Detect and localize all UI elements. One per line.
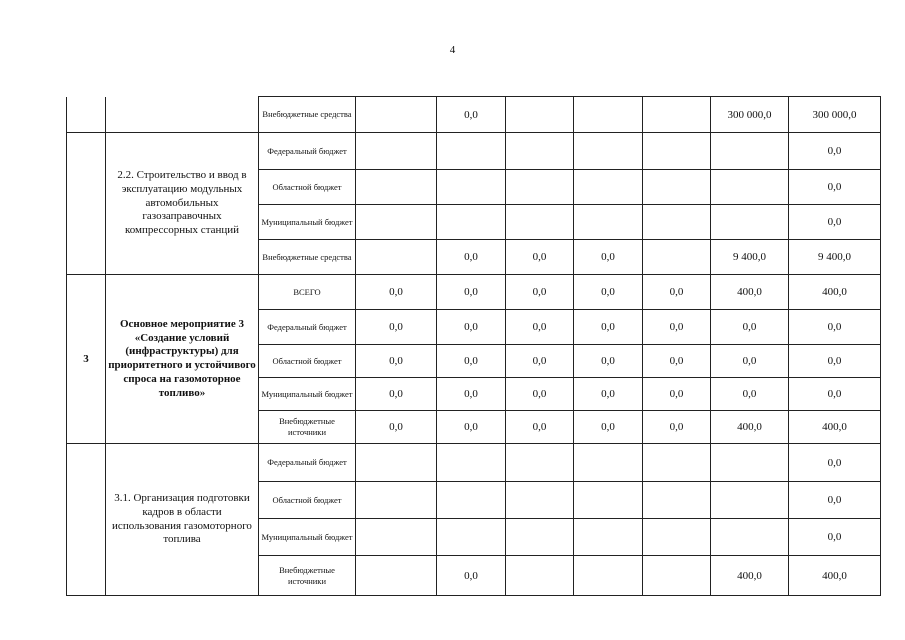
amount-cell: 0,0 bbox=[789, 519, 881, 556]
amount-cell bbox=[574, 519, 643, 556]
amount-cell bbox=[437, 170, 506, 205]
funding-source-cell: Федеральный бюджет bbox=[259, 310, 356, 345]
funding-source-cell: Внебюджетные источники bbox=[259, 556, 356, 596]
amount-cell bbox=[356, 240, 437, 275]
funding-source-cell: Областной бюджет bbox=[259, 345, 356, 378]
funding-source-cell: Федеральный бюджет bbox=[259, 133, 356, 170]
activity-title-cell: 3.1. Организация подготовки кадров в области использования газомоторного топлива bbox=[106, 444, 259, 596]
table-row bbox=[67, 444, 881, 482]
funding-source-cell: ВСЕГО bbox=[259, 275, 356, 310]
amount-cell bbox=[711, 482, 789, 519]
amount-cell: 0,0 bbox=[711, 310, 789, 345]
page-number: 4 bbox=[449, 44, 456, 56]
amount-cell bbox=[643, 133, 711, 170]
amount-cell bbox=[356, 444, 437, 482]
funding-source-cell: Внебюджетные средства bbox=[259, 97, 356, 133]
table-row bbox=[67, 133, 881, 170]
amount-cell: 0,0 bbox=[574, 310, 643, 345]
amount-cell: 0,0 bbox=[506, 310, 574, 345]
amount-cell: 0,0 bbox=[643, 275, 711, 310]
amount-cell: 0,0 bbox=[643, 310, 711, 345]
amount-cell: 0,0 bbox=[356, 275, 437, 310]
amount-cell: 0,0 bbox=[643, 378, 711, 411]
amount-cell bbox=[506, 556, 574, 596]
table-row bbox=[67, 275, 881, 310]
amount-cell bbox=[711, 519, 789, 556]
funding-source-cell: Внебюджетные средства bbox=[259, 240, 356, 275]
amount-cell: 0,0 bbox=[356, 345, 437, 378]
section-number-cell bbox=[67, 444, 106, 596]
activity-title-cell: 2.2. Строительство и ввод в эксплуатацию модульных автомобильных газозаправочных компрессорных станций bbox=[106, 133, 259, 275]
amount-cell: 0,0 bbox=[643, 345, 711, 378]
amount-cell: 0,0 bbox=[574, 275, 643, 310]
amount-cell: 0,0 bbox=[356, 411, 437, 444]
amount-cell: 400,0 bbox=[789, 275, 881, 310]
amount-cell: 0,0 bbox=[574, 345, 643, 378]
amount-cell bbox=[711, 444, 789, 482]
amount-cell: 300 000,0 bbox=[711, 97, 789, 133]
amount-cell bbox=[437, 205, 506, 240]
amount-cell bbox=[506, 444, 574, 482]
amount-cell: 0,0 bbox=[437, 97, 506, 133]
amount-cell bbox=[356, 170, 437, 205]
amount-cell: 0,0 bbox=[506, 378, 574, 411]
amount-cell bbox=[711, 133, 789, 170]
amount-cell bbox=[356, 556, 437, 596]
section-number-cell bbox=[67, 97, 106, 133]
amount-cell: 0,0 bbox=[574, 240, 643, 275]
amount-cell bbox=[574, 482, 643, 519]
amount-cell bbox=[356, 133, 437, 170]
amount-cell: 0,0 bbox=[506, 345, 574, 378]
funding-source-cell: Муниципальный бюджет bbox=[259, 378, 356, 411]
amount-cell bbox=[506, 482, 574, 519]
amount-cell: 0,0 bbox=[574, 411, 643, 444]
amount-cell bbox=[643, 444, 711, 482]
amount-cell bbox=[574, 205, 643, 240]
amount-cell: 400,0 bbox=[711, 556, 789, 596]
amount-cell bbox=[356, 97, 437, 133]
amount-cell bbox=[643, 556, 711, 596]
amount-cell: 0,0 bbox=[437, 556, 506, 596]
amount-cell: 0,0 bbox=[789, 133, 881, 170]
amount-cell: 0,0 bbox=[789, 482, 881, 519]
amount-cell: 0,0 bbox=[789, 345, 881, 378]
amount-cell bbox=[437, 133, 506, 170]
amount-cell bbox=[506, 170, 574, 205]
amount-cell bbox=[643, 205, 711, 240]
amount-cell bbox=[437, 519, 506, 556]
amount-cell: 0,0 bbox=[789, 444, 881, 482]
table-body bbox=[67, 97, 881, 596]
amount-cell bbox=[574, 97, 643, 133]
activity-title-cell: Основное мероприятие 3 «Создание условий (инфраструктуры) для приоритетного и устойчивого спроса на газомоторное топливо» bbox=[106, 275, 259, 444]
amount-cell bbox=[574, 133, 643, 170]
amount-cell: 0,0 bbox=[643, 411, 711, 444]
amount-cell: 0,0 bbox=[356, 378, 437, 411]
amount-cell: 0,0 bbox=[789, 310, 881, 345]
amount-cell bbox=[437, 444, 506, 482]
amount-cell bbox=[643, 97, 711, 133]
amount-cell: 0,0 bbox=[356, 310, 437, 345]
amount-cell bbox=[643, 240, 711, 275]
amount-cell bbox=[506, 133, 574, 170]
amount-cell: 0,0 bbox=[711, 378, 789, 411]
amount-cell: 400,0 bbox=[711, 275, 789, 310]
amount-cell: 0,0 bbox=[437, 310, 506, 345]
amount-cell bbox=[711, 205, 789, 240]
amount-cell bbox=[356, 205, 437, 240]
section-number-cell bbox=[67, 133, 106, 275]
amount-cell bbox=[574, 170, 643, 205]
amount-cell bbox=[643, 519, 711, 556]
funding-source-cell: Федеральный бюджет bbox=[259, 444, 356, 482]
amount-cell bbox=[506, 205, 574, 240]
amount-cell: 400,0 bbox=[789, 411, 881, 444]
amount-cell bbox=[356, 482, 437, 519]
amount-cell: 0,0 bbox=[506, 411, 574, 444]
funding-source-cell: Внебюджетные источники bbox=[259, 411, 356, 444]
amount-cell: 0,0 bbox=[789, 205, 881, 240]
amount-cell bbox=[437, 482, 506, 519]
budget-table bbox=[66, 96, 881, 596]
amount-cell bbox=[506, 519, 574, 556]
funding-source-cell: Областной бюджет bbox=[259, 482, 356, 519]
amount-cell: 0,0 bbox=[437, 240, 506, 275]
amount-cell bbox=[574, 556, 643, 596]
amount-cell: 400,0 bbox=[711, 411, 789, 444]
amount-cell bbox=[574, 444, 643, 482]
amount-cell: 0,0 bbox=[574, 378, 643, 411]
amount-cell: 0,0 bbox=[789, 170, 881, 205]
amount-cell: 0,0 bbox=[789, 378, 881, 411]
funding-source-cell: Областной бюджет bbox=[259, 170, 356, 205]
amount-cell bbox=[506, 97, 574, 133]
amount-cell: 9 400,0 bbox=[789, 240, 881, 275]
amount-cell: 400,0 bbox=[789, 556, 881, 596]
amount-cell: 0,0 bbox=[506, 240, 574, 275]
activity-title-cell bbox=[106, 97, 259, 133]
funding-source-cell: Муниципальный бюджет bbox=[259, 519, 356, 556]
amount-cell: 0,0 bbox=[711, 345, 789, 378]
section-number-cell: 3 bbox=[67, 275, 106, 444]
amount-cell: 300 000,0 bbox=[789, 97, 881, 133]
amount-cell: 0,0 bbox=[437, 275, 506, 310]
amount-cell bbox=[643, 482, 711, 519]
amount-cell bbox=[356, 519, 437, 556]
amount-cell: 9 400,0 bbox=[711, 240, 789, 275]
amount-cell: 0,0 bbox=[437, 411, 506, 444]
table-row bbox=[67, 97, 881, 133]
amount-cell: 0,0 bbox=[437, 378, 506, 411]
amount-cell bbox=[643, 170, 711, 205]
amount-cell: 0,0 bbox=[437, 345, 506, 378]
amount-cell bbox=[711, 170, 789, 205]
funding-source-cell: Муниципальный бюджет bbox=[259, 205, 356, 240]
amount-cell: 0,0 bbox=[506, 275, 574, 310]
